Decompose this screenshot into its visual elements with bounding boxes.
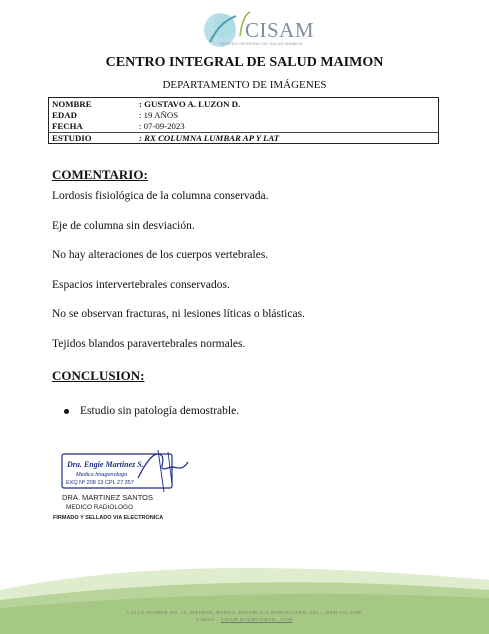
comment-line: Tejidos blandos paravertebrales normales.	[52, 338, 246, 350]
conclusion-item: Estudio sin patología demostrable.	[80, 405, 240, 417]
logo-subtitle: CENTRO INTEGRAL DE SALUD MAIMON	[220, 41, 303, 46]
stamp-name: Dra. Engie Martinez S.	[67, 460, 144, 469]
comment-line: No hay alteraciones de los cuerpos vertebrales.	[52, 249, 269, 261]
study-value: : RX COLUMNA LUMBAR AP Y LAT	[139, 133, 280, 143]
conclusion-heading: CONCLUSION:	[52, 368, 145, 383]
stamp-exeq: EXQ Nº 208 13 CPL 27 357	[66, 480, 134, 486]
age-value: : 19 AÑOS	[139, 110, 179, 120]
comment-line: Eje de columna sin desviación.	[52, 220, 195, 232]
logo-wordmark: CISAM	[245, 18, 315, 42]
study-label: ESTUDIO	[52, 133, 92, 143]
footer-email-link[interactable]: CISAM.DO@HOTMAIL .COM	[220, 617, 293, 622]
footer-address: CALLE DUARTE NO. 15, MAIMÓN, BONAO, REPUBLICA DOMINICANA, TEL.: (809)-551-2196	[127, 610, 362, 615]
stamp-role: Medico Imagenologo	[76, 472, 128, 478]
date-value: : 07-09-2023	[139, 121, 185, 131]
doctor-role: MEDICO RADIOLOGO	[66, 504, 134, 511]
date-label: FECHA	[52, 121, 83, 131]
age-label: EDAD	[52, 110, 77, 120]
name-value: : GUSTAVO A. LUZON D.	[139, 99, 241, 109]
comment-line: No se observan fracturas, ni lesiones líticas o blásticas.	[52, 308, 305, 320]
signature-note: FIRMADO Y SELLADO VIA ELECTRONICA	[53, 515, 164, 521]
footer-email-label: E-MAIL :	[196, 617, 221, 622]
comment-line: Espacios intervertebrales conservados.	[52, 279, 230, 291]
department-title: DEPARTAMENTO DE IMÁGENES	[162, 79, 327, 91]
name-label: NOMBRE	[52, 99, 92, 109]
footer-email-line	[0, 617, 489, 622]
comment-line: Lordosis fisiológica de la columna conservada.	[52, 190, 269, 202]
signature-stamp	[60, 448, 195, 498]
doctor-name: DRA. MARTINEZ SANTOS	[62, 493, 153, 502]
footer-wave	[0, 560, 489, 634]
patient-info-box	[48, 97, 439, 144]
document-title: CENTRO INTEGRAL DE SALUD MAIMON	[105, 55, 384, 70]
comment-heading: COMENTARIO:	[52, 167, 148, 182]
bullet-icon	[64, 409, 69, 414]
patient-study-row	[49, 132, 438, 144]
